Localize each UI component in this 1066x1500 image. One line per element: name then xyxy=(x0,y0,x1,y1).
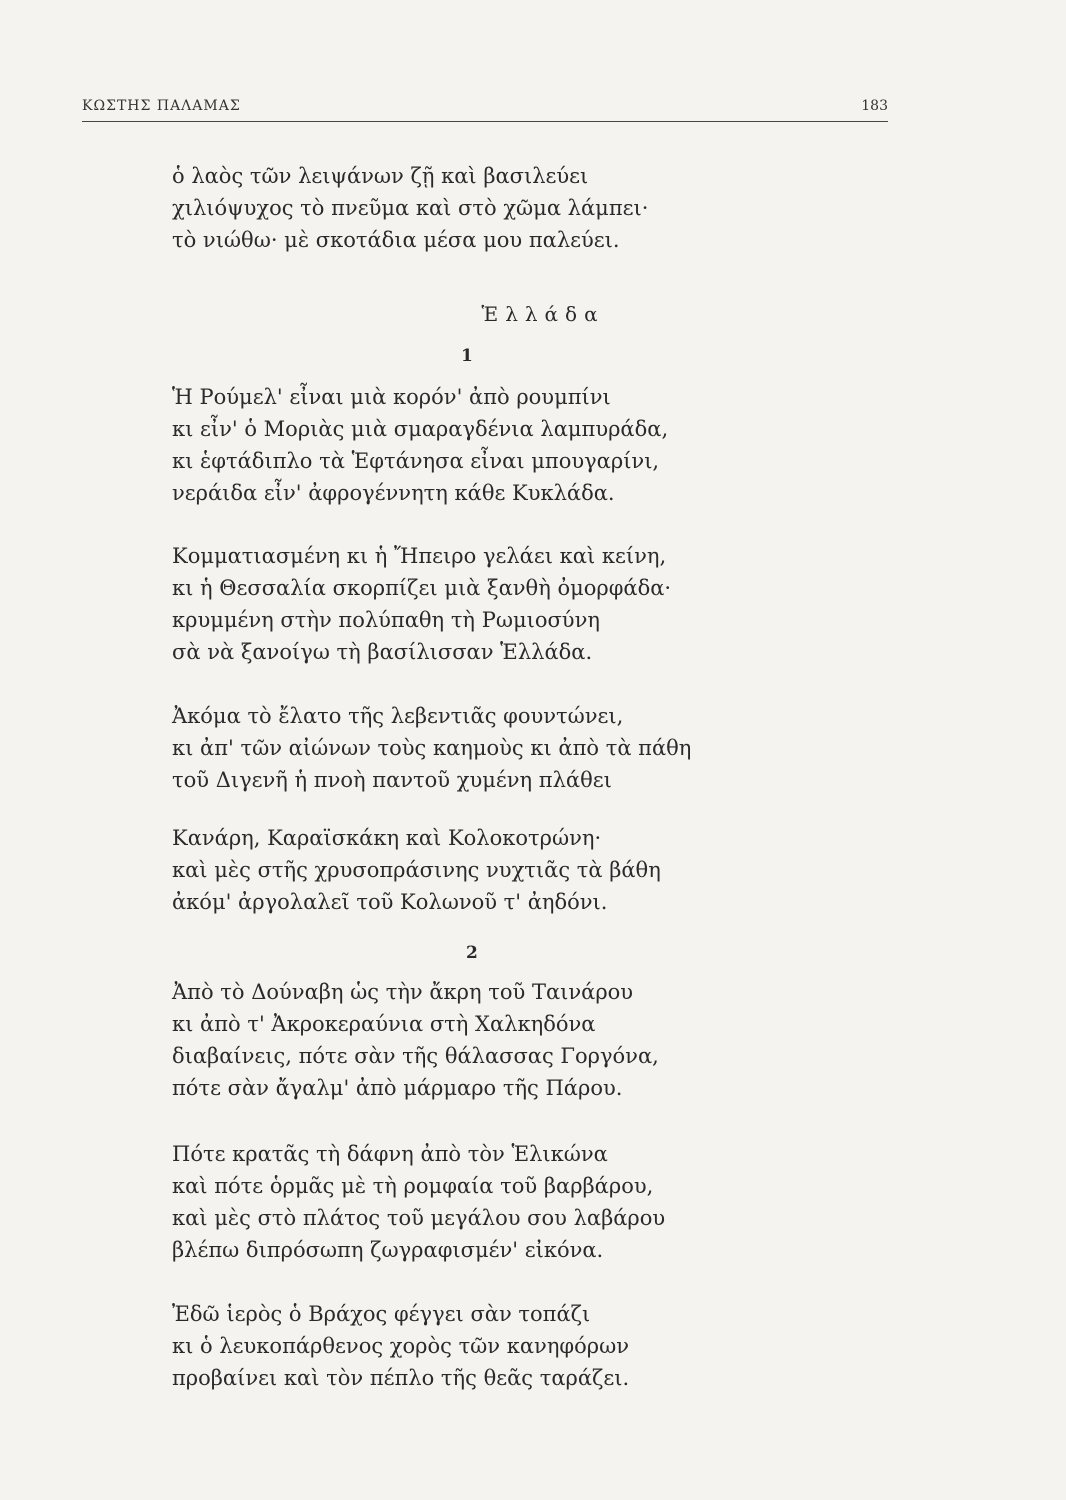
verse-line: Πότε κρατᾶς τὴ δάφνη ἀπὸ τὸν Ἑλικώνα xyxy=(172,1142,608,1166)
verse-line: καὶ πότε ὁρμᾶς μὲ τὴ ρομφαία τοῦ βαρβάρου, xyxy=(172,1174,654,1198)
verse-line: προβαίνει καὶ τὸν πέπλο τῆς θεᾶς ταράζει. xyxy=(172,1366,630,1390)
verse-line: τὸ νιώθω· μὲ σκοτάδια μέσα μου παλεύει. xyxy=(172,228,620,252)
stanza xyxy=(172,1298,629,1394)
section-number-1: 1 xyxy=(461,346,473,366)
verse-line: ὁ λαὸς τῶν λειψάνων ζῇ καὶ βασιλεύει xyxy=(172,164,589,188)
verse-line: βλέπω διπρόσωπη ζωγραφισμέν' εἰκόνα. xyxy=(172,1238,604,1262)
verse-line: κι εἶν' ὁ Μοριὰς μιὰ σμαραγδένια λαμπυράδα, xyxy=(172,417,669,441)
verse-line: Ἐδῶ ἱερὸς ὁ Βράχος φέγγει σὰν τοπάζι xyxy=(172,1302,591,1326)
verse-line: σὰ νὰ ξανοίγω τὴ βασίλισσαν Ἑλλάδα. xyxy=(172,640,593,664)
page-header xyxy=(82,94,888,120)
verse-line: πότε σὰν ἄγαλμ' ἀπὸ μάρμαρο τῆς Πάρου. xyxy=(172,1076,623,1100)
running-head: ΚΩΣΤΗΣ ΠΑΛΑΜΑΣ xyxy=(82,98,241,114)
stanza xyxy=(172,1138,665,1266)
verse-line: χιλιόψυχος τὸ πνεῦμα καὶ στὸ χῶμα λάμπει· xyxy=(172,196,649,220)
verse-line: Κανάρη, Καραϊσκάκη καὶ Κολοκοτρώνη· xyxy=(172,826,602,850)
opening-stanza xyxy=(172,160,648,256)
verse-line: καὶ μὲς στῆς χρυσοπράσινης νυχτιᾶς τὰ βάθη xyxy=(172,858,661,882)
stanza xyxy=(172,700,691,796)
header-rule xyxy=(82,121,888,122)
stanza xyxy=(172,822,661,918)
verse-line: Ἀκόμα τὸ ἔλατο τῆς λεβεντιᾶς φουντώνει, xyxy=(172,704,624,728)
stanza xyxy=(172,540,671,668)
verse-line: κι ἀπ' τῶν αἰώνων τοὺς καημοὺς κι ἀπὸ τὰ πάθη xyxy=(172,736,692,760)
verse-line: νεράιδα εἶν' ἀφρογέννητη κάθε Κυκλάδα. xyxy=(172,481,615,505)
verse-line: ἀκόμ' ἀργολαλεῖ τοῦ Κολωνοῦ τ' ἀηδόνι. xyxy=(172,890,608,914)
verse-line: Κομματιασμένη κι ἡ Ἤπειρο γελάει καὶ κείνη, xyxy=(172,544,667,568)
verse-line: κι ἡ Θεσσαλία σκορπίζει μιὰ ξανθὴ ὀμορφάδα· xyxy=(172,576,672,600)
verse-line: κι ἀπὸ τ' Ἀκροκεραύνια στὴ Χαλκηδόνα xyxy=(172,1012,596,1036)
verse-line: κρυμμένη στὴν πολύπαθη τὴ Ρωμιοσύνη xyxy=(172,608,600,632)
page-number: 183 xyxy=(861,98,888,114)
stanza xyxy=(172,976,659,1104)
verse-line: Ἀπὸ τὸ Δούναβη ὡς τὴν ἄκρη τοῦ Ταινάρου xyxy=(172,980,634,1004)
verse-line: Ἡ Ρούμελ' εἶναι μιὰ κορόν' ἀπὸ ρουμπίνι xyxy=(172,385,611,409)
section-number-2: 2 xyxy=(466,943,478,963)
verse-line: καὶ μὲς στὸ πλάτος τοῦ μεγάλου σου λαβάρου xyxy=(172,1206,666,1230)
verse-line: κι ὁ λευκοπάρθενος χορὸς τῶν κανηφόρων xyxy=(172,1334,629,1358)
verse-line: διαβαίνεις, πότε σὰν τῆς θάλασσας Γοργόνα, xyxy=(172,1044,659,1068)
verse-line: τοῦ Διγενῆ ἡ πνοὴ παντοῦ χυμένη πλάθει xyxy=(172,768,612,792)
stanza xyxy=(172,381,668,509)
poem-title: Ἑλλάδα xyxy=(481,302,605,326)
verse-line: κι ἑφτάδιπλο τὰ Ἑφτάνησα εἶναι μπουγαρίνι, xyxy=(172,449,660,473)
